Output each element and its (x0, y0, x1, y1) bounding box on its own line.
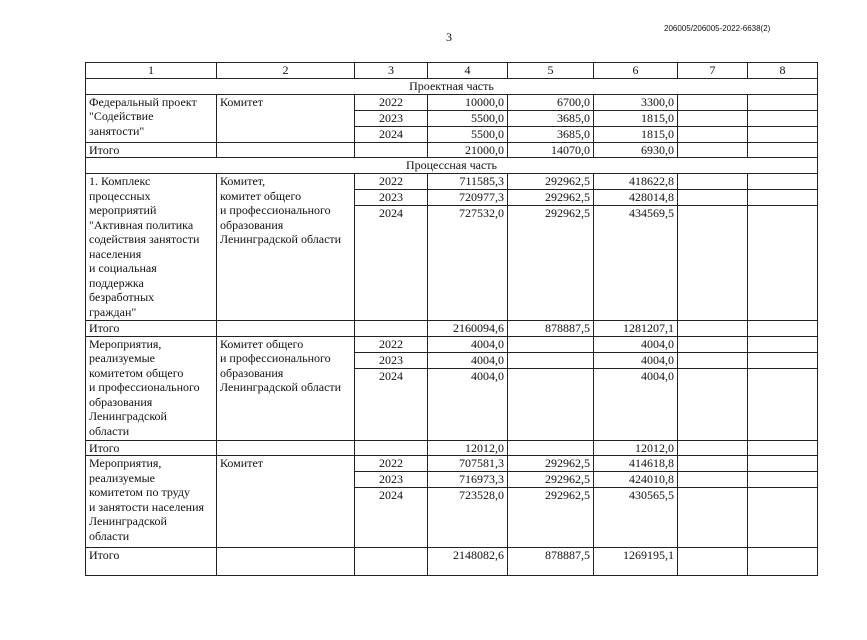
measure-name-line: населения (89, 246, 142, 261)
section-project-title: Проектная часть (86, 78, 818, 94)
year-cell: 2022 (355, 456, 428, 472)
total-year-empty (355, 142, 428, 158)
total-regional: 6930,0 (594, 142, 678, 158)
year-cell: 2024 (355, 368, 428, 440)
measure-name-line: и занятости населения (89, 499, 205, 514)
total-regional: 1281207,1 (594, 321, 678, 337)
col8-cell (748, 352, 818, 368)
total-label: Итого (86, 321, 217, 337)
col7-cell (678, 368, 748, 440)
measure-name-line: занятости" (89, 123, 145, 138)
col8-cell (748, 488, 818, 548)
col8-cell (748, 472, 818, 488)
col7-cell (678, 440, 748, 456)
table-body (86, 63, 818, 576)
col8-cell (748, 126, 818, 142)
col8-cell (748, 174, 818, 190)
regional-amount: 424010,8 (594, 472, 678, 488)
column-header: 6 (594, 63, 678, 79)
total-amount: 727532,0 (428, 206, 508, 321)
federal-amount (508, 368, 594, 440)
col8-cell (748, 440, 818, 456)
total-year-empty (355, 440, 428, 456)
measure-name-line: Ленинградской (89, 514, 167, 528)
column-header: 4 (428, 63, 508, 79)
total-amount: 5500,0 (428, 126, 508, 142)
total-sum: 21000,0 (428, 142, 508, 158)
total-row (86, 321, 818, 337)
column-header: 3 (355, 63, 428, 79)
responsible-org-line: Комитет общего (220, 336, 304, 351)
measure-name-line: комитетом общего (89, 365, 184, 380)
col8-cell (748, 94, 818, 110)
total-sum: 2148082,6 (428, 548, 508, 576)
col8-cell (748, 336, 818, 352)
regional-amount: 434569,5 (594, 206, 678, 321)
measure-name (86, 174, 217, 321)
responsible-org-line: и профессионального (220, 351, 331, 365)
total-amount: 5500,0 (428, 110, 508, 126)
responsible-org-line: Ленинградской области (220, 380, 342, 394)
budget-table (85, 62, 818, 576)
section-process (86, 158, 818, 174)
measure-name (86, 456, 217, 548)
total-label: Итого (86, 440, 217, 456)
header-row (86, 63, 818, 79)
federal-amount: 6700,0 (508, 94, 594, 110)
col8-cell (748, 206, 818, 321)
column-header: 2 (217, 63, 355, 79)
total-federal: 878887,5 (508, 548, 594, 576)
responsible-org-line: Комитет (220, 456, 264, 470)
measure-name-line: области (89, 528, 130, 543)
total-row (86, 440, 818, 456)
responsible-org (217, 174, 355, 321)
year-cell: 2024 (355, 488, 428, 548)
total-sum: 2160094,6 (428, 321, 508, 337)
regional-amount: 1815,0 (594, 110, 678, 126)
total-org-empty (217, 142, 355, 158)
federal-amount: 292962,5 (508, 488, 594, 548)
year-cell: 2024 (355, 126, 428, 142)
col7-cell (678, 472, 748, 488)
col7-cell (678, 456, 748, 472)
responsible-org-line: образования (220, 217, 284, 232)
regional-amount: 428014,8 (594, 190, 678, 206)
total-row (86, 548, 818, 576)
federal-amount: 292962,5 (508, 190, 594, 206)
responsible-org-line: и профессионального (220, 203, 331, 217)
total-org-empty (217, 440, 355, 456)
year-cell: 2023 (355, 190, 428, 206)
measure-name-line: "Активная политика (89, 217, 194, 232)
measure-name-line: и социальная (89, 261, 157, 275)
col7-cell (678, 110, 748, 126)
total-regional: 1269195,1 (594, 548, 678, 576)
section-project (86, 78, 818, 94)
col8-cell (748, 142, 818, 158)
measure-name-line: процессных (89, 188, 151, 203)
regional-amount: 414618,8 (594, 456, 678, 472)
total-org-empty (217, 321, 355, 337)
col7-cell (678, 174, 748, 190)
federal-amount (508, 336, 594, 352)
measure-name-line: содействия занятости (89, 232, 200, 246)
federal-amount: 292962,5 (508, 206, 594, 321)
total-amount: 4004,0 (428, 336, 508, 352)
year-cell: 2024 (355, 206, 428, 321)
measure-name-line: области (89, 423, 130, 438)
measure-name (86, 94, 217, 142)
col7-cell (678, 142, 748, 158)
column-header: 1 (86, 63, 217, 79)
measure-name-line: Мероприятия, (89, 456, 162, 470)
federal-amount: 292962,5 (508, 472, 594, 488)
total-year-empty (355, 548, 428, 576)
total-federal: 14070,0 (508, 142, 594, 158)
column-header: 7 (678, 63, 748, 79)
total-year-empty (355, 321, 428, 337)
col7-cell (678, 126, 748, 142)
measure-name-line: образования (89, 394, 153, 409)
measure-name-line: "Содействие (89, 109, 154, 123)
col8-cell (748, 190, 818, 206)
responsible-org-line: Ленинградской области (220, 232, 342, 246)
responsible-org-line: образования (220, 365, 284, 380)
document-id: 206005/206005-2022-6638(2) (664, 24, 771, 33)
total-org-empty (217, 548, 355, 576)
measure-name-line: Мероприятия, (89, 336, 162, 351)
section-process-title: Процессная часть (86, 158, 818, 174)
total-sum: 12012,0 (428, 440, 508, 456)
col7-cell (678, 94, 748, 110)
measure-name-line: 1. Комплекс (89, 174, 151, 188)
total-amount: 716973,3 (428, 472, 508, 488)
col7-cell (678, 352, 748, 368)
federal-amount: 292962,5 (508, 174, 594, 190)
regional-amount: 4004,0 (594, 368, 678, 440)
page-number: 3 (446, 30, 452, 44)
total-amount: 10000,0 (428, 94, 508, 110)
federal-amount: 3685,0 (508, 126, 594, 142)
measure-name-line: и профессионального (89, 380, 200, 394)
total-amount: 4004,0 (428, 352, 508, 368)
responsible-org (217, 94, 355, 142)
col8-cell (748, 321, 818, 337)
col8-cell (748, 548, 818, 576)
responsible-org-line: Комитет (220, 94, 264, 109)
column-header: 8 (748, 63, 818, 79)
table-row (86, 94, 818, 110)
regional-amount: 4004,0 (594, 336, 678, 352)
col7-cell (678, 321, 748, 337)
measure-name-line: мероприятий (89, 203, 157, 217)
responsible-org-line: комитет общего (220, 188, 302, 203)
col8-cell (748, 368, 818, 440)
year-cell: 2023 (355, 352, 428, 368)
total-federal: 878887,5 (508, 321, 594, 337)
total-label: Итого (86, 142, 217, 158)
regional-amount: 418622,8 (594, 174, 678, 190)
regional-amount: 430565,5 (594, 488, 678, 548)
year-cell: 2023 (355, 110, 428, 126)
responsible-org (217, 456, 355, 548)
responsible-org-line: Комитет, (220, 174, 266, 188)
federal-amount (508, 352, 594, 368)
col7-cell (678, 206, 748, 321)
regional-amount: 4004,0 (594, 352, 678, 368)
col8-cell (748, 110, 818, 126)
table-row (86, 456, 818, 472)
column-header: 5 (508, 63, 594, 79)
measure-name-line: безработных (89, 290, 155, 304)
total-amount: 720977,3 (428, 190, 508, 206)
responsible-org (217, 336, 355, 440)
total-federal (508, 440, 594, 456)
federal-amount: 292962,5 (508, 456, 594, 472)
year-cell: 2022 (355, 336, 428, 352)
col8-cell (748, 456, 818, 472)
total-amount: 707581,3 (428, 456, 508, 472)
federal-amount: 3685,0 (508, 110, 594, 126)
total-amount: 711585,3 (428, 174, 508, 190)
col7-cell (678, 336, 748, 352)
measure-name-line: реализуемые (89, 470, 155, 485)
col7-cell (678, 488, 748, 548)
year-cell: 2022 (355, 94, 428, 110)
col7-cell (678, 548, 748, 576)
table-row (86, 336, 818, 352)
total-label: Итого (86, 548, 217, 576)
measure-name-line: реализуемые (89, 351, 155, 365)
regional-amount: 1815,0 (594, 126, 678, 142)
measure-name-line: Ленинградской (89, 409, 167, 423)
total-amount: 723528,0 (428, 488, 508, 548)
col7-cell (678, 190, 748, 206)
measure-name-line: комитетом по труду (89, 485, 191, 499)
measure-name-line: граждан" (89, 304, 137, 319)
regional-amount: 3300,0 (594, 94, 678, 110)
measure-name (86, 336, 217, 440)
total-amount: 4004,0 (428, 368, 508, 440)
year-cell: 2023 (355, 472, 428, 488)
measure-name-line: Федеральный проект (89, 94, 197, 109)
total-row (86, 142, 818, 158)
table-row (86, 174, 818, 190)
measure-name-line: поддержка (89, 275, 144, 290)
year-cell: 2022 (355, 174, 428, 190)
total-regional: 12012,0 (594, 440, 678, 456)
